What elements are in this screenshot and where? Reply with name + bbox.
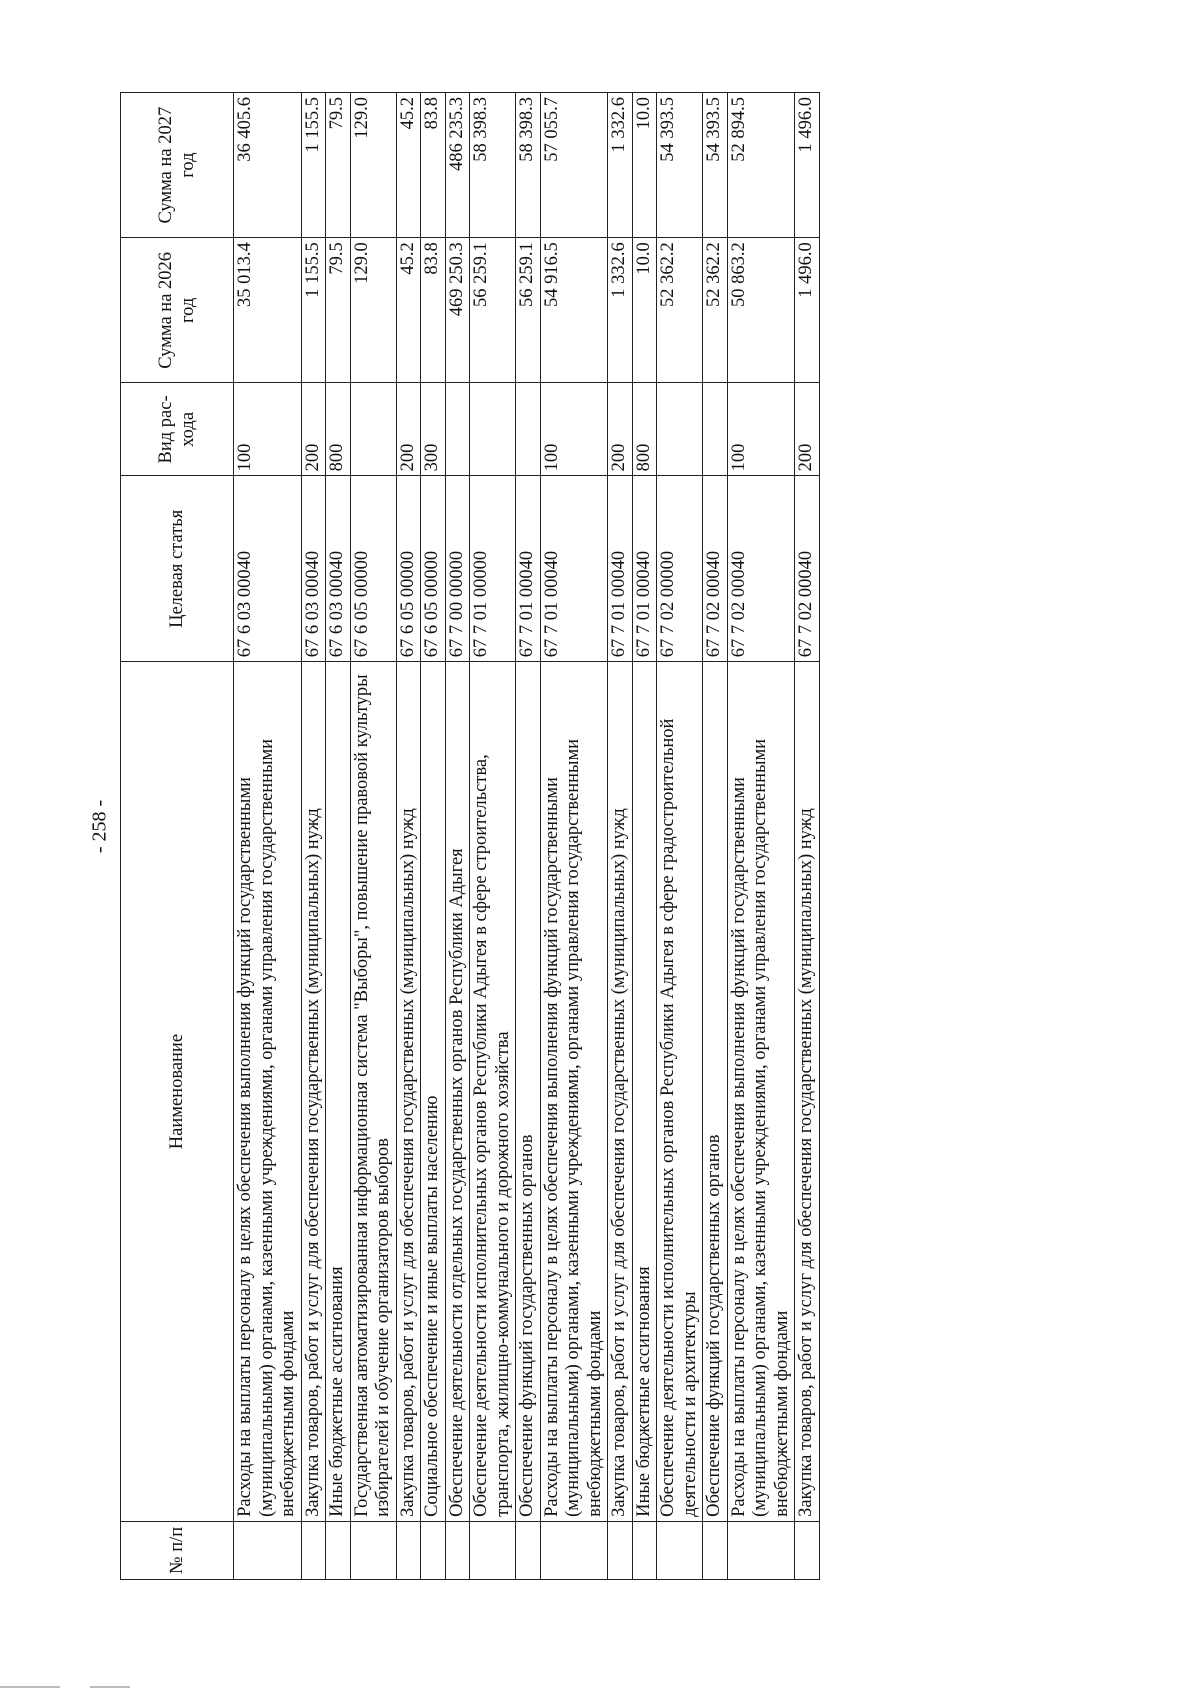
- cell-name: Обеспечение деятельности отдельных государственных органов Республики Адыгея: [445, 662, 470, 1522]
- cell-expense-type: 100: [540, 383, 608, 476]
- cell-sum-2026: 52 362.2: [703, 238, 728, 383]
- cell-expense-type: [703, 383, 728, 476]
- cell-expense-type: 200: [608, 383, 633, 476]
- cell-name: Закупка товаров, работ и услуг для обеспечения государственных (муниципальных) нужд: [608, 662, 633, 1522]
- cell-target-article: 67 7 02 00040: [703, 476, 728, 662]
- cell-num: [795, 1521, 820, 1579]
- cell-num: [727, 1521, 795, 1579]
- cell-name: Расходы на выплаты персоналу в целях обеспечения выполнения функций государственными (муниципальными) органами, казенными учреждениями, органами управления государственными внебюджетными фондами: [234, 662, 302, 1522]
- table-row: [396, 93, 421, 1580]
- cell-sum-2027: 1 496.0: [795, 93, 820, 238]
- cell-num: [326, 1521, 351, 1579]
- cell-name: Обеспечение деятельности исполнительных органов Республики Адыгея в сфере градостроительной деятельности и архитектуры: [657, 662, 703, 1522]
- cell-sum-2026: 469 250.3: [445, 238, 470, 383]
- cell-expense-type: 300: [421, 383, 446, 476]
- cell-name: Обеспечение функций государственных органов: [516, 662, 541, 1522]
- cell-sum-2027: 83.8: [421, 93, 446, 238]
- cell-name: Государственная автоматизированная информационная система "Выборы", повышение правовой культуры избирателей и обучение организаторов выборов: [350, 662, 396, 1522]
- cell-expense-type: 200: [795, 383, 820, 476]
- cell-name: Социальное обеспечение и иные выплаты населению: [421, 662, 446, 1522]
- table-header-row: [121, 93, 234, 1580]
- cell-num: [396, 1521, 421, 1579]
- cell-num: [608, 1521, 633, 1579]
- cell-name: Закупка товаров, работ и услуг для обеспечения государственных (муниципальных) нужд: [795, 662, 820, 1522]
- cell-num: [421, 1521, 446, 1579]
- table-row: [703, 93, 728, 1580]
- header-target-article: Целевая статья: [121, 476, 234, 662]
- header-num: № п/п: [121, 1521, 234, 1579]
- cell-target-article: 67 7 01 00040: [516, 476, 541, 662]
- cell-expense-type: 800: [326, 383, 351, 476]
- cell-sum-2027: 54 393.5: [703, 93, 728, 238]
- cell-sum-2027: 54 393.5: [657, 93, 703, 238]
- cell-expense-type: [350, 383, 396, 476]
- cell-expense-type: 200: [396, 383, 421, 476]
- table-row: [727, 93, 795, 1580]
- cell-sum-2026: 35 013.4: [234, 238, 302, 383]
- table-row: [421, 93, 446, 1580]
- cell-num: [301, 1521, 326, 1579]
- cell-target-article: 67 7 01 00040: [540, 476, 608, 662]
- table-row: [608, 93, 633, 1580]
- cell-target-article: 67 6 05 00000: [350, 476, 396, 662]
- table-row: [516, 93, 541, 1580]
- page-number: - 258 -: [88, 799, 111, 854]
- cell-name: Обеспечение деятельности исполнительных органов Республики Адыгея в сфере строительства, транспорта, жилищно-коммунального и дорожного хозяйства: [470, 662, 516, 1522]
- cell-num: [445, 1521, 470, 1579]
- cell-sum-2026: 45.2: [396, 238, 421, 383]
- table-row: [632, 93, 657, 1580]
- table-row: [301, 93, 326, 1580]
- cell-target-article: 67 7 02 00040: [795, 476, 820, 662]
- cell-sum-2027: 1 332.6: [608, 93, 633, 238]
- cell-sum-2026: 10.0: [632, 238, 657, 383]
- cell-num: [657, 1521, 703, 1579]
- cell-expense-type: [470, 383, 516, 476]
- cell-target-article: 67 7 01 00000: [470, 476, 516, 662]
- table-row: [326, 93, 351, 1580]
- cell-sum-2027: 10.0: [632, 93, 657, 238]
- cell-name: Закупка товаров, работ и услуг для обеспечения государственных (муниципальных) нужд: [301, 662, 326, 1522]
- header-name: Наименование: [121, 662, 234, 1522]
- cell-target-article: 67 7 00 00000: [445, 476, 470, 662]
- cell-expense-type: 100: [234, 383, 302, 476]
- cell-sum-2027: 129.0: [350, 93, 396, 238]
- cell-sum-2026: 1 496.0: [795, 238, 820, 383]
- table-row: [795, 93, 820, 1580]
- cell-sum-2026: 129.0: [350, 238, 396, 383]
- cell-expense-type: [445, 383, 470, 476]
- table-row: [234, 93, 302, 1580]
- cell-target-article: 67 7 01 00040: [632, 476, 657, 662]
- cell-sum-2027: 58 398.3: [516, 93, 541, 238]
- cell-name: Расходы на выплаты персоналу в целях обеспечения выполнения функций государственными (муниципальными) органами, казенными учреждениями, органами управления государственными внебюджетными фондами: [727, 662, 795, 1522]
- cell-sum-2027: 57 055.7: [540, 93, 608, 238]
- cell-sum-2027: 58 398.3: [470, 93, 516, 238]
- header-sum-2026: Сумма на 2026 год: [121, 238, 234, 383]
- cell-num: [703, 1521, 728, 1579]
- cell-sum-2026: 79.5: [326, 238, 351, 383]
- table-body: [234, 93, 820, 1580]
- cell-name: Иные бюджетные ассигнования: [326, 662, 351, 1522]
- table-row: [540, 93, 608, 1580]
- cell-expense-type: 800: [632, 383, 657, 476]
- cell-name: Иные бюджетные ассигнования: [632, 662, 657, 1522]
- cell-sum-2027: 1 155.5: [301, 93, 326, 238]
- cell-target-article: 67 7 01 00040: [608, 476, 633, 662]
- header-sum-2027: Сумма на 2027 год: [121, 93, 234, 238]
- budget-table: [120, 92, 820, 1580]
- cell-target-article: 67 6 05 00000: [396, 476, 421, 662]
- cell-sum-2026: 52 362.2: [657, 238, 703, 383]
- cell-num: [632, 1521, 657, 1579]
- cell-sum-2026: 1 332.6: [608, 238, 633, 383]
- scan-artifact: [0, 1686, 60, 1688]
- cell-sum-2027: 486 235.3: [445, 93, 470, 238]
- cell-sum-2027: 79.5: [326, 93, 351, 238]
- cell-num: [470, 1521, 516, 1579]
- cell-name: Обеспечение функций государственных органов: [703, 662, 728, 1522]
- cell-sum-2026: 1 155.5: [301, 238, 326, 383]
- cell-target-article: 67 6 03 00040: [234, 476, 302, 662]
- cell-name: Закупка товаров, работ и услуг для обеспечения государственных (муниципальных) нужд: [396, 662, 421, 1522]
- cell-sum-2026: 56 259.1: [516, 238, 541, 383]
- cell-name: Расходы на выплаты персоналу в целях обеспечения выполнения функций государственными (муниципальными) органами, казенными учреждениями, органами управления государственными внебюджетными фондами: [540, 662, 608, 1522]
- cell-sum-2026: 56 259.1: [470, 238, 516, 383]
- cell-num: [540, 1521, 608, 1579]
- cell-target-article: 67 6 03 00040: [326, 476, 351, 662]
- table-row: [350, 93, 396, 1580]
- cell-sum-2026: 83.8: [421, 238, 446, 383]
- table-row: [445, 93, 470, 1580]
- table-row: [470, 93, 516, 1580]
- cell-expense-type: [657, 383, 703, 476]
- cell-sum-2027: 52 894.5: [727, 93, 795, 238]
- header-expense-type: Вид рас-хода: [121, 383, 234, 476]
- scan-artifact: [90, 1686, 130, 1688]
- cell-sum-2026: 54 916.5: [540, 238, 608, 383]
- cell-num: [234, 1521, 302, 1579]
- cell-sum-2027: 45.2: [396, 93, 421, 238]
- cell-target-article: 67 7 02 00040: [727, 476, 795, 662]
- table-row: [657, 93, 703, 1580]
- cell-num: [350, 1521, 396, 1579]
- cell-target-article: 67 7 02 00000: [657, 476, 703, 662]
- cell-sum-2026: 50 863.2: [727, 238, 795, 383]
- cell-sum-2027: 36 405.6: [234, 93, 302, 238]
- cell-expense-type: 100: [727, 383, 795, 476]
- cell-num: [516, 1521, 541, 1579]
- cell-target-article: 67 6 03 00040: [301, 476, 326, 662]
- cell-expense-type: [516, 383, 541, 476]
- cell-target-article: 67 6 05 00000: [421, 476, 446, 662]
- cell-expense-type: 200: [301, 383, 326, 476]
